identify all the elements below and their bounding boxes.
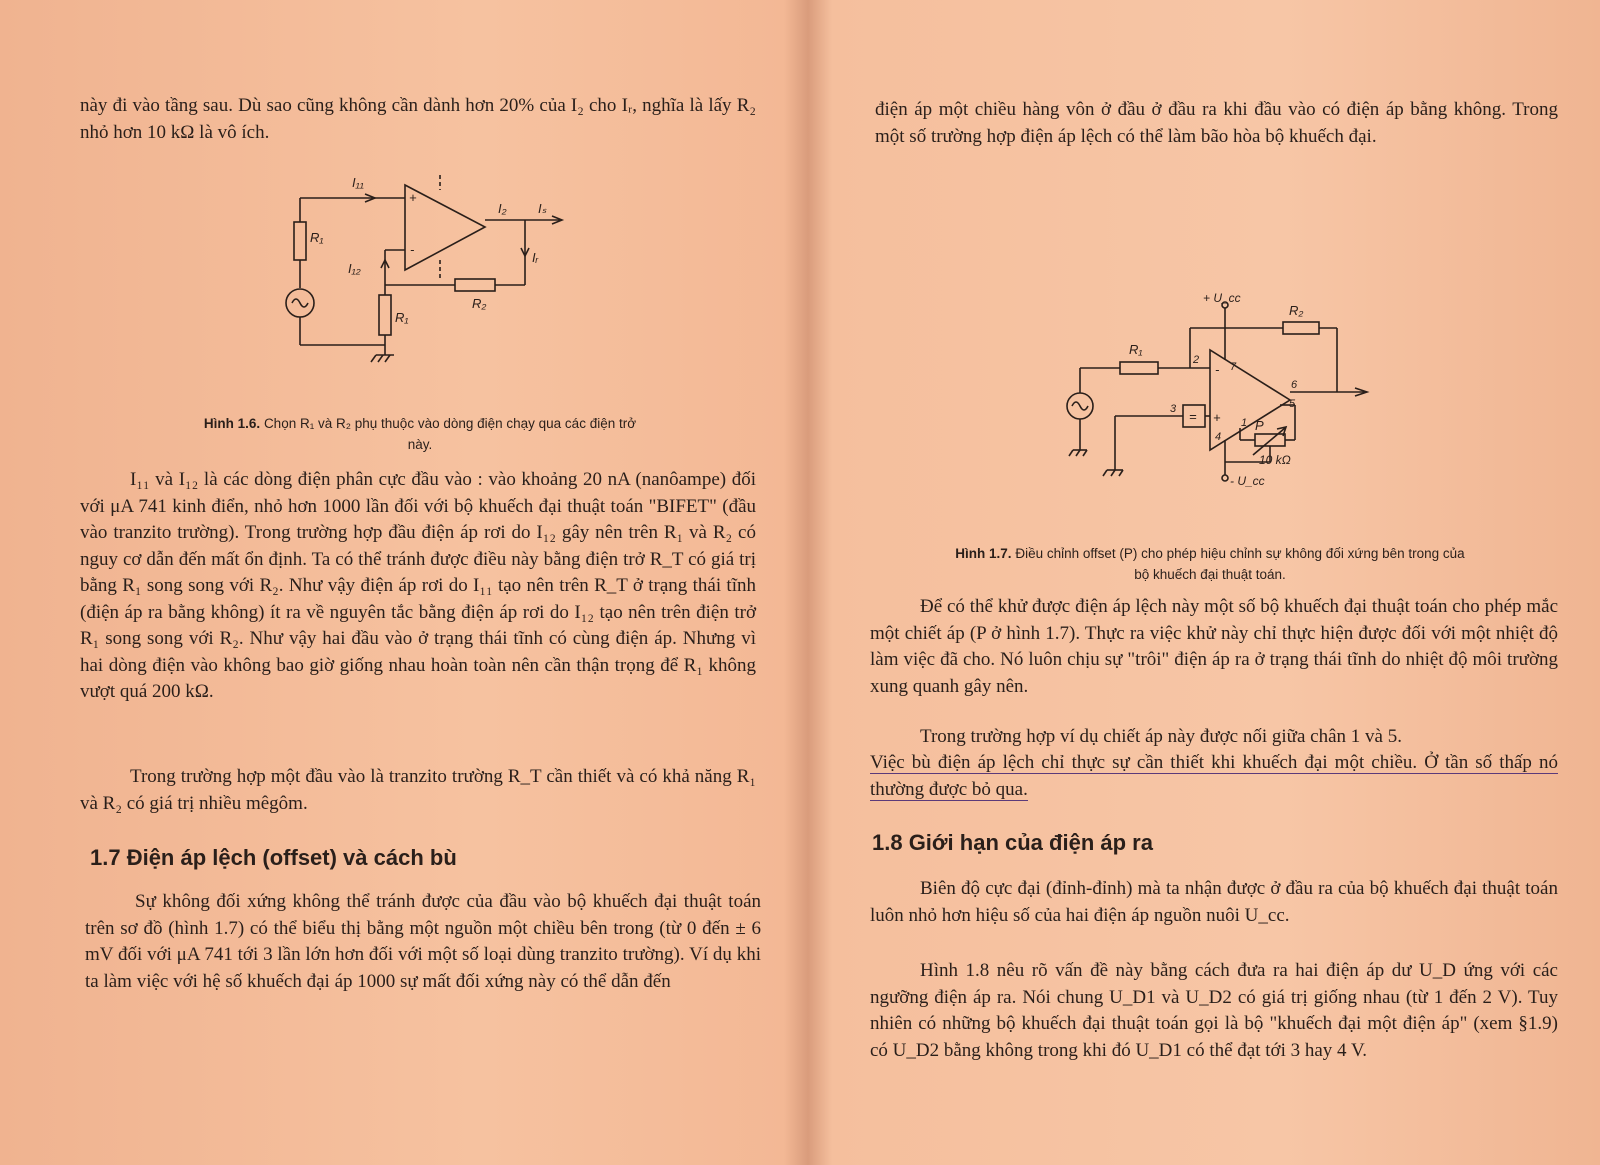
figure-1-7-circuit bbox=[1055, 290, 1395, 500]
paragraph-intro: này đi vào tầng sau. Dù sao cũng không cần dành hơn 20% của I₂ cho Iᵣ, nghĩa là lấy R₂ nhỏ hơn 10 kΩ là vô ích. bbox=[80, 95, 756, 143]
label-vcc-neg: - U_cc bbox=[1230, 474, 1265, 488]
label-pin4: 4 bbox=[1215, 431, 1222, 443]
label-r2: R₂ bbox=[1289, 303, 1304, 318]
label-r1-top: R₁ bbox=[310, 230, 324, 245]
label-pot-value: 10 kΩ bbox=[1259, 453, 1291, 467]
label-pin7: 7 bbox=[1230, 361, 1237, 373]
paragraph-bias-currents: I₁₁ và I₁₂ là các dòng điện phân cực đầu vào : vào khoảng 20 nA (nanôampe) đối với μA 741 kinh điển, nhỏ hơn 1000 lần đối với bộ khuếch đại thuật toán "BIFET" (đầu vào tranzito trường). Trong trường hợp đầu điện áp rơi do I₁₂ gây nên trên R₁ và R₂ có nguy cơ dẫn đến mất ổn định. Ta có thể tránh được điều này bằng điện trở R_T có giá trị bằng R₁ song song với R₂. Như vậy điện áp rơi do I₁₁ tạo nên trên R_T ở trạng thái tĩnh (điện áp ra bằng không) ít ra về nguyên tắc bằng điện áp rơi do I₁₂ tạo nên trên điện trở R₁ song song với R₂. Như vậy hai đầu vào ở trạng thái tĩnh có cùng điện áp. Nhưng vì hai dòng điện vào không bao giờ giống nhau hoàn toàn nên cần thận trọng để R₁ không vượt quá 200 kΩ. bbox=[80, 469, 756, 702]
label-r2: R₂ bbox=[472, 296, 487, 311]
label-r1: R₁ bbox=[1129, 342, 1143, 357]
caption-label: Hình 1.6. bbox=[203, 416, 261, 431]
label-offset-source: = bbox=[1189, 409, 1197, 424]
label-pin6: 6 bbox=[1291, 379, 1298, 391]
figure-1-6-caption bbox=[190, 413, 650, 455]
paragraph-figure-1-8: Hình 1.8 nêu rõ vấn đề này bằng cách đưa ra hai điện áp dư U_D ứng với các ngưỡng điện áp ra. Nói chung U_D1 và U_D2 có giá trị giống nhau (từ 1 đến 2 V). Tuy nhiên có những bộ khuếch đại thuật toán gọi là bộ "khuếch đại một điện áp" (xem §1.9) có U_D2 bằng không trong khi đó U_D1 có thể đạt tới 3 hay 4 V. bbox=[870, 960, 1558, 1061]
underlined-text: Việc bù điện áp lệch chỉ thực sự cần thiết khi khuếch đại một chiều. Ở tần số thấp nó thường được bỏ qua. bbox=[870, 752, 1558, 800]
opamp-triangle bbox=[1210, 350, 1290, 450]
paragraph-continuation: điện áp một chiều hàng vôn ở đầu ở đầu ra khi đầu vào có điện áp bằng không. Trong một số trường hợp điện áp lệch có thể làm bão hòa bộ khuếch đại. bbox=[875, 99, 1558, 147]
label-pin3: 3 bbox=[1170, 403, 1177, 415]
right-page bbox=[830, 0, 1600, 1165]
paragraph-pins: Trong trường hợp ví dụ chiết áp này được nối giữa chân 1 và 5. bbox=[920, 726, 1402, 747]
section-heading-1-7: 1.7 Điện áp lệch (offset) và cách bù bbox=[90, 845, 457, 870]
opamp-triangle bbox=[405, 185, 485, 270]
paragraph-potentiometer: Để có thể khử được điện áp lệch này một số bộ khuếch đại thuật toán cho phép mắc một chiết áp (P ở hình 1.7). Thực ra việc khử này chỉ thực hiện được đối với một nhiệt độ làm việc đã cho. Nó luôn chịu sự "trôi" điện áp ra ở trạng thái tĩnh do nhiệt độ môi trường xung quanh gây nên. bbox=[870, 596, 1558, 697]
label-i12: I₁₂ bbox=[348, 261, 361, 276]
label-pin2: 2 bbox=[1193, 354, 1200, 366]
label-minus: - bbox=[1215, 362, 1220, 377]
paragraph-fet: Trong trường hợp một đầu vào là tranzito trường R_T cần thiết và có khả năng R₁ và R₂ có giá trị nhiều mêgôm. bbox=[80, 766, 756, 814]
figure-1-6-circuit bbox=[280, 170, 590, 380]
caption-text: Chọn R₁ và R₂ phụ thuộc vào dòng điện chạy qua các điện trở này. bbox=[263, 416, 637, 452]
label-p: P bbox=[1255, 418, 1264, 433]
label-pin1: 1 bbox=[1241, 417, 1248, 429]
label-plus: + bbox=[409, 190, 417, 205]
paragraph-offset: Sự không đối xứng không thể tránh được của đầu vào bộ khuếch đại thuật toán trên sơ đồ (hình 1.7) có thể biểu thị bằng một nguồn một chiều bên trong (từ 0 đến ± 6 mV đối với μA 741 tới 3 lần lớn hơn đối với một số loại dùng tranzito trường). Ví dụ khi ta làm việc với hệ số khuếch đại áp 1000 sự mất đối xứng này có thể dẫn đến bbox=[85, 891, 761, 992]
label-ir: Iᵣ bbox=[532, 250, 539, 265]
caption-text: Điều chỉnh offset (P) cho phép hiệu chỉnh sự không đối xứng bên trong của bộ khuếch đại thuật toán. bbox=[1015, 546, 1465, 582]
label-plus: + bbox=[1213, 410, 1221, 425]
label-pin5: 5 bbox=[1289, 398, 1296, 410]
label-i11: I₁₁ bbox=[352, 175, 364, 190]
label-minus: - bbox=[410, 242, 415, 257]
label-i2: I₂ bbox=[498, 201, 507, 216]
label-is: Iₛ bbox=[538, 201, 547, 216]
section-heading-1-8: 1.8 Giới hạn của điện áp ra bbox=[872, 830, 1153, 855]
label-vcc-pos: + U_cc bbox=[1203, 291, 1241, 305]
paragraph-output-limit: Biên độ cực đại (đỉnh-đỉnh) mà ta nhận được ở đầu ra của bộ khuếch đại thuật toán luôn nhỏ hơn hiệu số của hai điện áp nguồn nuôi U_cc. bbox=[870, 878, 1558, 926]
caption-label: Hình 1.7. bbox=[955, 546, 1012, 561]
paragraph-underlined bbox=[870, 750, 1558, 803]
label-r1-bottom: R₁ bbox=[395, 310, 409, 325]
figure-1-7-caption bbox=[950, 543, 1470, 585]
